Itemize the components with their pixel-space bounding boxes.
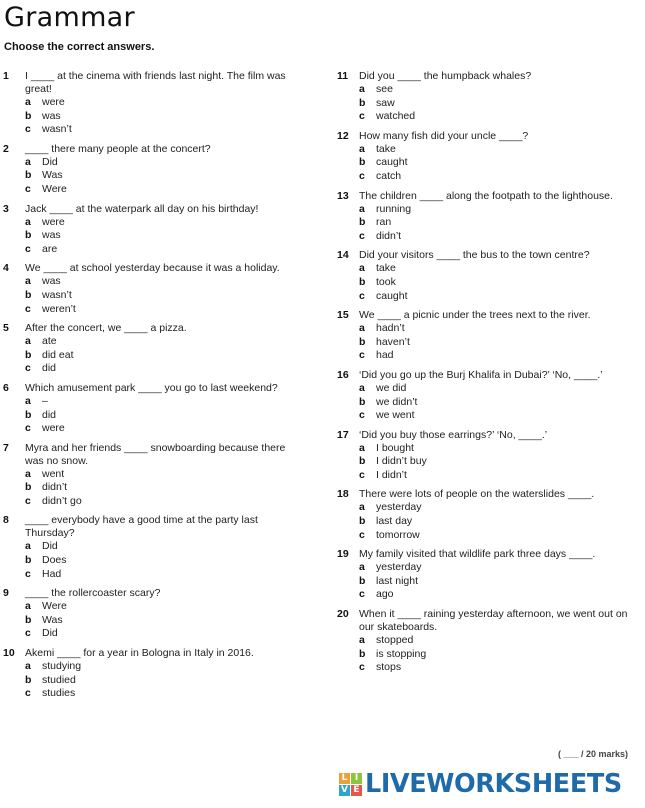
option-letter: b bbox=[25, 348, 32, 361]
option-text: I bought bbox=[376, 441, 414, 454]
option-letter: c bbox=[359, 110, 365, 123]
question-number: 17 bbox=[337, 428, 349, 441]
option-text: ate bbox=[42, 335, 57, 348]
option-letter: a bbox=[359, 202, 365, 215]
option-text: weren’t bbox=[42, 302, 76, 315]
answer-option-c[interactable] bbox=[359, 661, 634, 675]
answer-option-b[interactable] bbox=[25, 614, 300, 628]
option-text: studying bbox=[42, 660, 82, 673]
option-text: we didn’t bbox=[376, 395, 418, 408]
question-number: 9 bbox=[3, 587, 9, 600]
option-letter: b bbox=[359, 395, 366, 408]
option-text: take bbox=[376, 142, 396, 155]
answer-option-a[interactable] bbox=[25, 540, 300, 554]
answer-option-b[interactable] bbox=[25, 229, 300, 243]
option-text: running bbox=[376, 202, 412, 215]
question-number: 2 bbox=[3, 142, 9, 155]
option-letter: c bbox=[359, 409, 365, 422]
question-number: 13 bbox=[337, 189, 349, 202]
option-letter: c bbox=[25, 422, 31, 435]
answer-option-b[interactable] bbox=[25, 554, 300, 568]
option-text: stopped bbox=[376, 634, 414, 647]
answer-option-c[interactable] bbox=[25, 422, 300, 436]
answer-option-c[interactable] bbox=[25, 123, 300, 137]
question-2 bbox=[0, 143, 300, 197]
answer-option-b[interactable] bbox=[359, 276, 634, 290]
question-number: 10 bbox=[3, 647, 15, 660]
option-letter: b bbox=[25, 613, 32, 626]
answer-option-b[interactable] bbox=[359, 575, 634, 589]
question-text: ____ the rollercoaster scary? bbox=[25, 587, 161, 600]
question-text: ____ everybody have a good time at the party last Thursday? bbox=[25, 514, 258, 540]
option-letter: a bbox=[359, 262, 365, 275]
answer-option-c[interactable] bbox=[359, 290, 634, 304]
option-text: Was bbox=[42, 613, 63, 626]
option-text: saw bbox=[376, 96, 395, 109]
answer-option-c[interactable] bbox=[25, 627, 300, 641]
question-number: 3 bbox=[3, 202, 9, 215]
question-number: 8 bbox=[3, 514, 9, 527]
option-letter: b bbox=[25, 673, 32, 686]
answer-option-a[interactable] bbox=[359, 382, 634, 396]
question-7 bbox=[0, 442, 300, 509]
logo-mark-icon bbox=[339, 773, 362, 796]
answer-option-a[interactable] bbox=[25, 216, 300, 230]
option-letter: a bbox=[25, 215, 31, 228]
question-number: 11 bbox=[337, 70, 349, 82]
question-3 bbox=[0, 203, 300, 257]
answer-option-b[interactable] bbox=[359, 515, 634, 529]
option-text: Did bbox=[42, 540, 58, 553]
option-letter: b bbox=[359, 515, 366, 528]
question-number: 4 bbox=[3, 262, 9, 275]
answer-option-a[interactable] bbox=[359, 83, 634, 97]
answer-option-a[interactable] bbox=[25, 275, 300, 289]
option-text: yesterday bbox=[376, 501, 422, 514]
answer-option-b[interactable] bbox=[359, 97, 634, 111]
answer-option-c[interactable] bbox=[359, 349, 634, 363]
answer-option-c[interactable] bbox=[25, 183, 300, 197]
option-text: yesterday bbox=[376, 561, 422, 574]
option-letter: c bbox=[359, 528, 365, 541]
question-text: My family visited that wildlife park three days ____. bbox=[359, 548, 596, 561]
question-12 bbox=[334, 130, 634, 184]
option-letter: b bbox=[359, 647, 366, 660]
answer-option-c[interactable] bbox=[25, 362, 300, 376]
answer-option-c[interactable] bbox=[359, 409, 634, 423]
question-text: ‘Did you buy those earrings?’ ‘No, ____.’ bbox=[359, 428, 548, 441]
option-text: did eat bbox=[42, 348, 74, 361]
option-letter: a bbox=[359, 634, 365, 647]
option-text: are bbox=[42, 242, 58, 255]
question-text: Akemi ____ for a year in Bologna in Italy in 2016. bbox=[25, 647, 254, 660]
answer-option-c[interactable] bbox=[359, 110, 634, 124]
option-text: was bbox=[42, 109, 61, 122]
option-letter: a bbox=[25, 96, 31, 108]
question-text: ‘Did you go up the Burj Khalifa in Dubai?’ ‘No, ____.’ bbox=[359, 368, 603, 381]
option-text: tomorrow bbox=[376, 528, 420, 541]
answer-option-a[interactable] bbox=[359, 322, 634, 336]
question-14 bbox=[334, 249, 634, 303]
question-number: 6 bbox=[3, 381, 9, 394]
question-19 bbox=[334, 548, 634, 602]
question-number: 7 bbox=[3, 441, 9, 454]
option-text: was bbox=[42, 275, 61, 288]
question-number: 5 bbox=[3, 322, 9, 335]
answer-option-a[interactable] bbox=[25, 600, 300, 614]
option-letter: c bbox=[25, 242, 31, 255]
option-letter: b bbox=[25, 109, 32, 122]
option-text: Does bbox=[42, 554, 67, 567]
option-letter: a bbox=[359, 441, 365, 454]
option-letter: c bbox=[359, 169, 365, 182]
question-15 bbox=[334, 309, 634, 363]
question-number: 14 bbox=[337, 249, 349, 262]
question-10 bbox=[0, 647, 300, 701]
option-text: studied bbox=[42, 673, 76, 686]
question-1 bbox=[0, 70, 300, 137]
question-text: ____ there many people at the concert? bbox=[25, 142, 211, 155]
question-16 bbox=[334, 369, 634, 423]
question-number: 16 bbox=[337, 368, 349, 381]
option-text: wasn’t bbox=[42, 288, 72, 301]
option-letter: a bbox=[25, 600, 31, 613]
option-text: Did bbox=[42, 155, 58, 168]
liveworksheets-logo bbox=[339, 767, 622, 801]
option-text: I didn’t bbox=[376, 468, 407, 481]
option-letter: b bbox=[359, 335, 366, 348]
option-letter: b bbox=[359, 156, 366, 169]
answer-option-c[interactable] bbox=[25, 243, 300, 257]
option-text: we went bbox=[376, 409, 415, 422]
answer-option-c[interactable] bbox=[359, 469, 634, 483]
logo-letter-tile: I bbox=[351, 773, 362, 784]
question-number: 18 bbox=[337, 488, 349, 501]
option-letter: b bbox=[359, 275, 366, 288]
option-letter: a bbox=[25, 155, 31, 168]
option-text: last night bbox=[376, 574, 419, 587]
option-text: is stopping bbox=[376, 647, 427, 660]
option-letter: a bbox=[359, 501, 365, 514]
answer-option-b[interactable] bbox=[359, 455, 634, 469]
option-letter: c bbox=[25, 302, 31, 315]
answer-option-b[interactable] bbox=[25, 409, 300, 423]
marks-total: ( ___ / 20 marks) bbox=[557, 749, 628, 759]
option-letter: a bbox=[359, 142, 365, 155]
question-11 bbox=[334, 70, 634, 124]
question-text: The children ____ along the footpath to the lighthouse. bbox=[359, 189, 613, 202]
option-letter: a bbox=[25, 335, 31, 348]
page-title: Grammar bbox=[4, 2, 135, 33]
answer-option-a[interactable] bbox=[25, 156, 300, 170]
option-text: were bbox=[42, 96, 65, 108]
option-letter: c bbox=[25, 362, 31, 375]
option-text: Were bbox=[42, 182, 67, 195]
option-letter: c bbox=[25, 567, 31, 580]
option-text: catch bbox=[376, 169, 402, 182]
option-text: took bbox=[376, 275, 396, 288]
option-text: ago bbox=[376, 588, 394, 601]
question-20 bbox=[334, 608, 634, 675]
answer-option-a[interactable] bbox=[359, 634, 634, 648]
option-letter: a bbox=[359, 83, 365, 95]
answer-option-c[interactable] bbox=[359, 170, 634, 184]
option-text: – bbox=[42, 394, 48, 407]
question-17 bbox=[334, 429, 634, 483]
question-9 bbox=[0, 587, 300, 641]
option-text: didn’t bbox=[42, 481, 68, 494]
option-text: were bbox=[42, 215, 65, 228]
answer-option-c[interactable] bbox=[25, 568, 300, 582]
question-text: We ____ a picnic under the trees next to the river. bbox=[359, 309, 591, 322]
option-letter: c bbox=[359, 588, 365, 601]
option-text: Was bbox=[42, 169, 63, 182]
answer-option-c[interactable] bbox=[359, 588, 634, 602]
question-text: Did your visitors ____ the bus to the town centre? bbox=[359, 249, 590, 262]
option-letter: a bbox=[359, 381, 365, 394]
question-text: Myra and her friends ____ snowboarding because there was no snow. bbox=[25, 441, 286, 467]
option-text: didn’t go bbox=[42, 494, 82, 507]
answer-option-b[interactable] bbox=[25, 289, 300, 303]
answer-option-c[interactable] bbox=[359, 529, 634, 543]
question-text: When it ____ raining yesterday afternoon, we went out on our skateboards. bbox=[359, 608, 628, 634]
answer-option-c[interactable] bbox=[25, 687, 300, 701]
option-letter: c bbox=[25, 123, 31, 136]
option-letter: b bbox=[25, 408, 32, 421]
option-text: haven’t bbox=[376, 335, 410, 348]
option-letter: b bbox=[359, 455, 366, 468]
question-number: 19 bbox=[337, 548, 349, 561]
option-text: caught bbox=[376, 156, 408, 169]
option-text: didn’t bbox=[376, 229, 402, 242]
option-letter: b bbox=[25, 481, 32, 494]
instructions: Choose the correct answers. bbox=[4, 41, 155, 53]
answer-option-b[interactable] bbox=[359, 156, 634, 170]
question-text: Which amusement park ____ you go to last weekend? bbox=[25, 381, 278, 394]
option-letter: b bbox=[25, 288, 32, 301]
option-letter: a bbox=[25, 467, 31, 480]
answer-option-b[interactable] bbox=[25, 349, 300, 363]
question-13 bbox=[334, 190, 634, 244]
answer-option-b[interactable] bbox=[359, 336, 634, 350]
option-text: wasn’t bbox=[42, 123, 72, 136]
question-text: Did you ____ the humpback whales? bbox=[359, 70, 532, 82]
logo-letter-tile: V bbox=[339, 785, 350, 796]
option-letter: c bbox=[359, 349, 365, 362]
option-text: Had bbox=[42, 567, 62, 580]
option-letter: a bbox=[359, 561, 365, 574]
answer-option-a[interactable] bbox=[359, 442, 634, 456]
answer-option-b[interactable] bbox=[25, 481, 300, 495]
option-letter: a bbox=[25, 394, 31, 407]
answer-option-a[interactable] bbox=[25, 335, 300, 349]
option-text: take bbox=[376, 262, 396, 275]
question-text: I ____ at the cinema with friends last night. The film was great! bbox=[25, 70, 286, 95]
option-letter: b bbox=[359, 216, 366, 229]
option-letter: c bbox=[25, 494, 31, 507]
question-8 bbox=[0, 514, 300, 581]
option-letter: b bbox=[25, 554, 32, 567]
option-letter: b bbox=[359, 96, 366, 109]
option-letter: c bbox=[25, 627, 31, 640]
option-text: see bbox=[376, 83, 393, 95]
answer-option-a[interactable] bbox=[359, 262, 634, 276]
option-letter: a bbox=[25, 540, 31, 553]
answer-option-b[interactable] bbox=[25, 674, 300, 688]
answer-option-a[interactable] bbox=[25, 395, 300, 409]
option-letter: a bbox=[25, 660, 31, 673]
question-number: 20 bbox=[337, 608, 349, 621]
answer-option-b[interactable] bbox=[359, 648, 634, 662]
answer-option-b[interactable] bbox=[25, 169, 300, 183]
option-letter: c bbox=[25, 182, 31, 195]
answer-option-a[interactable] bbox=[359, 143, 634, 157]
option-letter: c bbox=[25, 687, 31, 700]
answer-option-c[interactable] bbox=[359, 230, 634, 244]
option-text: did bbox=[42, 408, 57, 421]
question-6 bbox=[0, 382, 300, 436]
option-text: had bbox=[376, 349, 394, 362]
answer-option-c[interactable] bbox=[25, 495, 300, 509]
answer-option-b[interactable] bbox=[25, 110, 300, 124]
option-text: hadn’t bbox=[376, 322, 405, 335]
question-number: 15 bbox=[337, 309, 349, 322]
logo-text: LIVEWORKSHEETS bbox=[365, 769, 622, 799]
option-text: Were bbox=[42, 600, 67, 613]
question-number: 12 bbox=[337, 129, 349, 142]
question-text: There were lots of people on the waterslides ____. bbox=[359, 488, 595, 501]
option-text: watched bbox=[376, 110, 416, 123]
option-text: caught bbox=[376, 289, 408, 302]
questions-column-right bbox=[334, 70, 634, 681]
option-text: we did bbox=[376, 381, 407, 394]
questions-column-left bbox=[0, 70, 300, 707]
question-18 bbox=[334, 488, 634, 542]
option-text: was bbox=[42, 229, 61, 242]
option-letter: c bbox=[359, 229, 365, 242]
option-letter: b bbox=[359, 574, 366, 587]
option-text: were bbox=[42, 422, 65, 435]
option-letter: b bbox=[25, 169, 32, 182]
logo-letter-tile: E bbox=[351, 785, 362, 796]
option-letter: c bbox=[359, 468, 365, 481]
question-number: 1 bbox=[3, 70, 9, 82]
question-4 bbox=[0, 262, 300, 316]
option-letter: a bbox=[359, 322, 365, 335]
option-letter: a bbox=[25, 275, 31, 288]
answer-option-a[interactable] bbox=[25, 96, 300, 110]
option-letter: b bbox=[25, 229, 32, 242]
question-text: Jack ____ at the waterpark all day on his birthday! bbox=[25, 202, 259, 215]
option-text: Did bbox=[42, 627, 58, 640]
option-letter: c bbox=[359, 289, 365, 302]
question-text: How many fish did your uncle ____? bbox=[359, 129, 529, 142]
question-text: We ____ at school yesterday because it was a holiday. bbox=[25, 262, 280, 275]
logo-letter-tile: L bbox=[339, 773, 350, 784]
option-text: ran bbox=[376, 216, 392, 229]
option-text: did bbox=[42, 362, 57, 375]
question-text: After the concert, we ____ a pizza. bbox=[25, 322, 187, 335]
answer-option-a[interactable] bbox=[359, 203, 634, 217]
question-5 bbox=[0, 322, 300, 376]
option-letter: c bbox=[359, 661, 365, 674]
answer-option-a[interactable] bbox=[359, 501, 634, 515]
option-text: stops bbox=[376, 661, 402, 674]
answer-option-b[interactable] bbox=[359, 396, 634, 410]
option-text: last day bbox=[376, 515, 413, 528]
answer-option-b[interactable] bbox=[359, 216, 634, 230]
answer-option-c[interactable] bbox=[25, 303, 300, 317]
option-text: I didn’t buy bbox=[376, 455, 427, 468]
answer-option-a[interactable] bbox=[359, 561, 634, 575]
answer-option-a[interactable] bbox=[25, 660, 300, 674]
option-text: went bbox=[42, 467, 65, 480]
option-text: studies bbox=[42, 687, 76, 700]
answer-option-a[interactable] bbox=[25, 468, 300, 482]
